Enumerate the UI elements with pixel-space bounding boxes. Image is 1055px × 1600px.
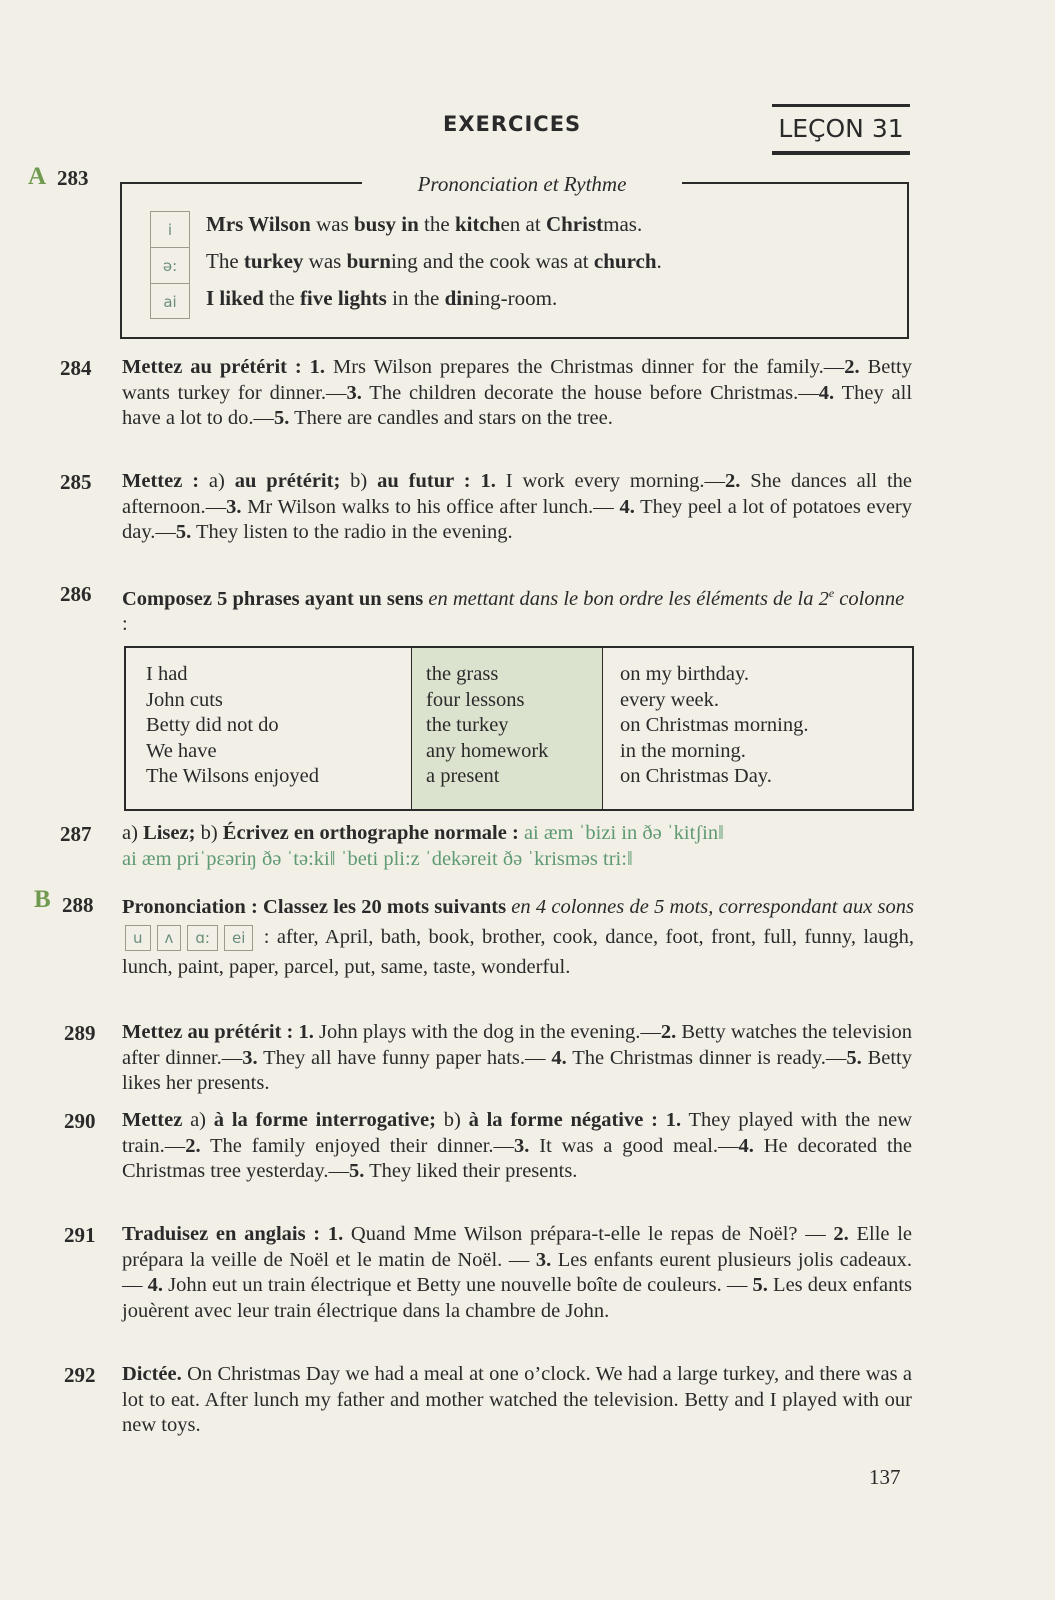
page-number: 137	[869, 1465, 901, 1489]
section-b-label: B	[34, 886, 51, 913]
table-cell: the turkey	[426, 714, 509, 736]
table-cell: on Christmas Day.	[620, 765, 772, 787]
sentence-builder-table	[124, 646, 914, 811]
pronunciation-line: Mrs Wilson was busy in the kitchen at Christmas.	[206, 212, 643, 236]
table-cell: on Christmas morning.	[620, 714, 809, 736]
sound-symbol: ə:	[150, 247, 190, 283]
sound-symbol: ei	[224, 925, 253, 951]
exercise-288-text: Prononciation : Classez les 20 mots suivants en 4 colonnes de 5 mots, correspondant aux sons u ʌ ɑ: ei : after, April, bath, book, brother, cook, dance, foot, front, full, funny, laugh, lunch, paint, paper, parcel, put, same, taste, wonderful.	[122, 896, 914, 978]
exercise-289-text: Mettez au prétérit : 1. John plays with the dog in the evening.—2. Betty watches the television after dinner.—3. They all have funny paper hats.— 4. The Christmas dinner is ready.—5. Betty likes her presents.	[122, 1021, 912, 1094]
table-column-times	[603, 648, 912, 809]
exercise-number: 289	[64, 1021, 96, 1045]
phonetic-text: ai æm priˈpɛəriŋ ðə ˈtə:ki‖ ˈbeti pli:z ˈdekəreit ðə ˈkrisməs tri:‖	[122, 847, 633, 870]
lesson-label: LEÇON 31	[772, 104, 910, 155]
exercise-286-text: Composez 5 phrases ayant un sens en mettant dans le bon ordre les éléments de la 2e colonne :	[122, 586, 905, 636]
exercise-number: 288	[62, 893, 94, 917]
table-cell: I had	[146, 663, 188, 685]
exercise-number: 287	[60, 822, 92, 846]
page-header-title: EXERCICES	[443, 112, 582, 136]
table-cell: a present	[426, 765, 500, 787]
exercise-291-text: Traduisez en anglais : 1. Quand Mme Wilson prépara-t-elle le repas de Noël? — 2. Elle le prépara la veille de Noël et le matin de Noël. — 3. Les enfants eurent plusieurs jolis cadeaux. — 4. John eut un train électrique et Betty une nouvelle boîte de couleurs. — 5. Les deux enfants jouèrent avec leur train électrique dans la chambre de John.	[122, 1223, 913, 1322]
phonetic-text: ai æm ˈbizi in ðə ˈkitʃin‖	[518, 822, 724, 844]
table-cell: in the morning.	[620, 739, 746, 762]
exercise-number: 283	[57, 166, 89, 190]
exercise-287-text: a) Lisez; b) Écrivez en orthographe normale : ai æm ˈbizi in ðə ˈkitʃin‖ ai æm priˈpɛəriŋ ðə ˈtə:ki‖ ˈbeti pli:z ˈdekəreit ðə ˈkrisməs tri:‖	[122, 822, 724, 870]
pronunciation-line: The turkey was burning and the cook was at church.	[206, 249, 662, 273]
table-column-subjects	[126, 648, 411, 809]
table-cell: any homework	[426, 739, 549, 762]
pronunciation-line: I liked the five lights in the dining-room.	[206, 286, 558, 310]
exercise-285-text: Mettez : a) au prétérit; b) au futur : 1. I work every morning.—2. She dances all the afternoon.—3. Mr Wilson walks to his office after lunch.— 4. They peel a lot of potatoes every day.—5. They listen to the radio in the evening.	[122, 470, 913, 543]
section-a-label: A	[28, 163, 47, 190]
exercise-290-text: Mettez a) à la forme interrogative; b) à la forme négative : 1. They played with the new train.—2. The family enjoyed their dinner.—3. It was a good meal.—4. He decorated the Christmas tree yesterday.—5. They liked their presents.	[122, 1109, 912, 1182]
table-cell: the grass	[426, 663, 499, 685]
exercise-number: 286	[60, 582, 92, 606]
sound-symbol: ʌ	[157, 925, 182, 951]
sound-symbol: u	[125, 925, 151, 951]
sound-symbols-column	[150, 211, 190, 319]
exercise-number: 292	[64, 1363, 96, 1387]
sound-symbol: i	[150, 211, 190, 247]
exercise-number: 285	[60, 470, 92, 494]
pronunciation-box	[120, 172, 909, 339]
pronunciation-title: Prononciation et Rythme	[362, 172, 682, 197]
table-cell: on my birthday.	[620, 663, 750, 685]
table-column-objects	[411, 648, 603, 809]
table-cell: four lessons	[426, 688, 525, 711]
table-cell: Betty did not do	[146, 714, 279, 736]
table-cell: every week.	[620, 688, 720, 711]
sound-symbol: ɑ:	[187, 925, 218, 951]
sound-symbol: ai	[150, 283, 190, 319]
exercise-number: 291	[64, 1223, 96, 1247]
table-cell: We have	[146, 739, 217, 762]
exercise-292-text: Dictée. On Christmas Day we had a meal at one o’clock. We had a large turkey, and there was a lot to eat. After lunch my father and mother watched the television. Betty and I played with our new toys.	[122, 1363, 912, 1436]
table-cell: John cuts	[146, 688, 223, 711]
exercise-number: 284	[60, 356, 92, 380]
exercise-284-text: Mettez au prétérit : 1. Mrs Wilson prepares the Christmas dinner for the family.—2. Betty wants turkey for dinner.—3. The children decorate the house before Christmas.—4. They all have a lot to do.—5. There are candles and stars on the tree.	[122, 356, 913, 429]
exercise-number: 290	[64, 1109, 96, 1133]
table-cell: The Wilsons enjoyed	[146, 765, 320, 787]
